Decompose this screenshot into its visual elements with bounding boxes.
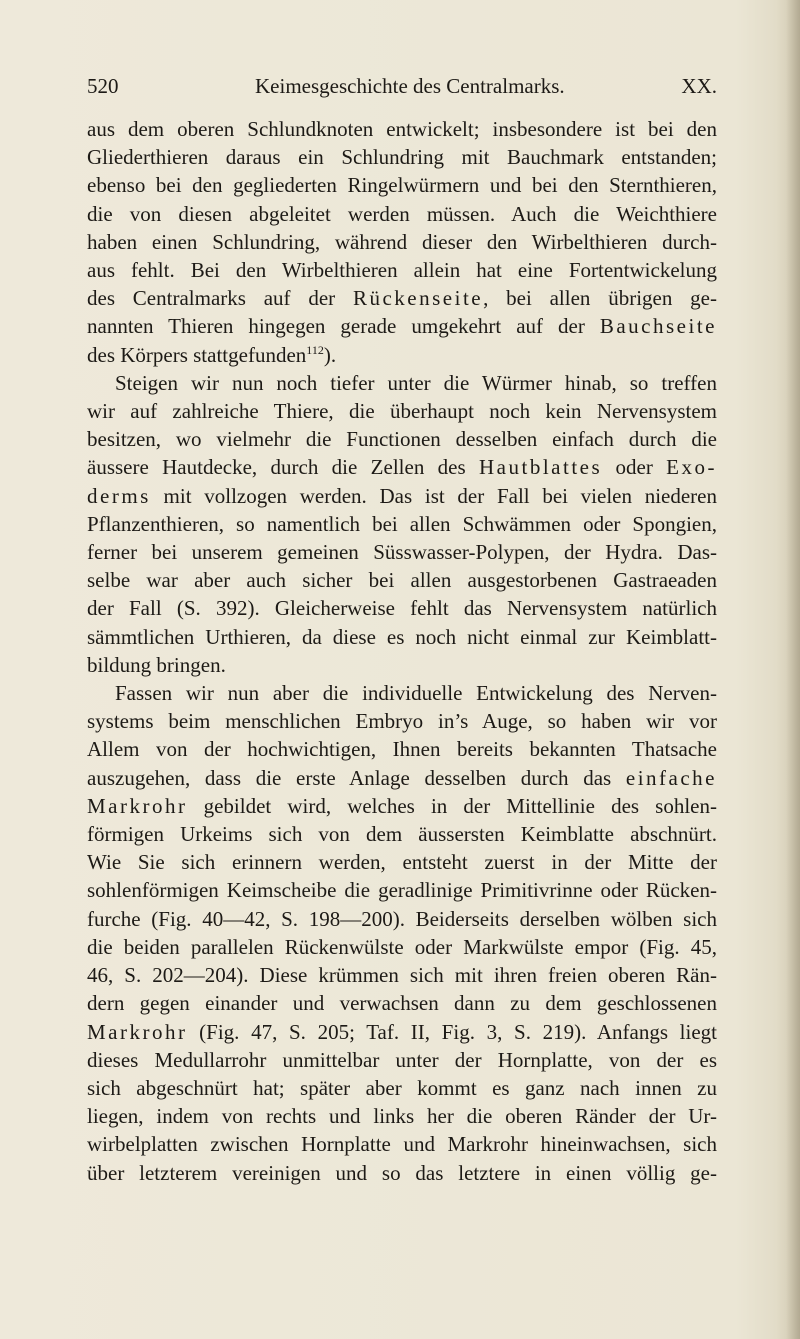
text-line: Pflanzenthieren, so namentlich bei allen Schwämmen oder Spongien,	[87, 511, 717, 536]
text-line: systems beim menschlichen Embryo in’s Auge, so haben wir vor	[87, 709, 717, 734]
text-line: wirbelplatten zwischen Hornplatte und Markrohr hineinwachsen, sich	[87, 1132, 717, 1157]
text-line	[87, 453, 717, 481]
text-run: äussere Hautdecke, durch die Zellen des	[87, 455, 480, 480]
text-run: nannten Thieren hingegen gerade umgekehrt auf der	[87, 314, 600, 339]
chapter-number: XX.	[681, 74, 717, 98]
text-line	[87, 792, 717, 820]
text-line: besitzen, wo vielmehr die Functionen desselben einfach durch die	[87, 427, 717, 452]
page-header	[87, 74, 717, 104]
body-text	[87, 115, 717, 1187]
text-line: Wie Sie sich erinnern werden, entsteht zuerst in der Mitte der	[87, 850, 717, 875]
text-run: gebildet wird, welches in der Mittellinie des sohlen-	[187, 793, 717, 818]
text-run: des Centralmarks auf der	[87, 286, 353, 311]
text-line: die beiden parallelen Rückenwülste oder Markwülste empor (Fig. 45,	[87, 934, 717, 959]
text-line: 46, S. 202—204). Diese krümmen sich mit ihren freien oberen Rän-	[87, 963, 717, 988]
text-line	[87, 341, 717, 369]
emphasis-text: einfache	[625, 765, 717, 790]
emphasis-text: Markrohr	[87, 1019, 188, 1044]
text-line: sich abgeschnürt hat; später aber kommt es ganz nach innen zu	[87, 1075, 717, 1100]
text-run: , bei allen übrigen ge-	[483, 286, 717, 311]
text-line	[87, 482, 717, 510]
text-line: haben einen Schlundring, während dieser den Wirbelthieren durch-	[87, 229, 717, 254]
page-number: 520	[87, 74, 119, 98]
emphasis-text: Bauchseite	[599, 314, 717, 339]
text-line	[87, 1018, 717, 1046]
text-line: wir auf zahlreiche Thiere, die überhaupt noch kein Nervensystem	[87, 399, 717, 424]
text-line: dieses Medullarrohr unmittelbar unter der Hornplatte, von der es	[87, 1047, 717, 1072]
text-line: aus fehlt. Bei den Wirbelthieren allein hat eine Fortentwickelung	[87, 258, 717, 283]
text-line: selbe war aber auch sicher bei allen ausgestorbenen Gastraeaden	[87, 568, 717, 593]
page-edge-shadow	[786, 0, 800, 1339]
running-title: Keimesgeschichte des Centralmarks.	[255, 74, 565, 98]
text-line: Gliederthieren daraus ein Schlundring mit Bauchmark entstanden;	[87, 145, 717, 170]
text-run: auszugehen, dass die erste Anlage desselben durch das	[87, 765, 626, 790]
emphasis-text: Rückenseite	[352, 286, 484, 311]
text-run: (Fig. 47, S. 205; Taf. II, Fig. 3, S. 219). Anfangs liegt	[187, 1019, 717, 1044]
text-run: oder	[602, 455, 667, 480]
text-run: ).	[323, 342, 337, 367]
emphasis-text: derms	[87, 483, 151, 508]
text-line	[87, 312, 717, 340]
text-run: mit vollzogen werden. Das ist der Fall bei vielen niederen	[150, 483, 717, 508]
text-line: ferner bei unserem gemeinen Süsswasser-Polypen, der Hydra. Das-	[87, 540, 717, 565]
footnote-reference: 112	[306, 342, 324, 357]
text-line: über letzterem vereinigen und so das letztere in einen völlig ge-	[87, 1160, 717, 1185]
text-line: ebenso bei den gegliederten Ringelwürmern und bei den Sternthieren,	[87, 173, 717, 198]
text-line: liegen, indem von rechts und links her die oberen Ränder der Ur-	[87, 1104, 717, 1129]
paragraph-start-line: Steigen wir nun noch tiefer unter die Würmer hinab, so treffen	[115, 370, 717, 395]
text-line: die von diesen abgeleitet werden müssen. Auch die Weichthiere	[87, 201, 717, 226]
text-line: sämmtlichen Urthieren, da diese es noch nicht einmal zur Keimblatt-	[87, 624, 717, 649]
text-line: aus dem oberen Schlundknoten entwickelt; insbesondere ist bei den	[87, 117, 717, 141]
emphasis-text: Hautblattes	[479, 455, 603, 480]
text-line: sohlenförmigen Keimscheibe die geradlinige Primitivrinne oder Rücken-	[87, 878, 717, 903]
text-line: dern gegen einander und verwachsen dann zu dem geschlossenen	[87, 991, 717, 1016]
text-line: der Fall (S. 392). Gleicherweise fehlt das Nervensystem natürlich	[87, 596, 717, 621]
text-line: förmigen Urkeims sich von dem äussersten Keimblatte abschnürt.	[87, 822, 717, 847]
text-run: des Körpers stattgefunden	[87, 342, 307, 367]
text-line	[87, 764, 717, 792]
text-line: bildung bringen.	[87, 652, 226, 677]
paragraph-start-line: Fassen wir nun aber die individuelle Entwickelung des Nerven-	[115, 681, 717, 706]
text-line: Allem von der hochwichtigen, Ihnen bereits bekannten Thatsache	[87, 737, 717, 762]
emphasis-text: Markrohr	[87, 793, 188, 818]
text-line: furche (Fig. 40—42, S. 198—200). Beiderseits derselben wölben sich	[87, 906, 717, 931]
emphasis-text: Exo-	[666, 455, 717, 480]
text-line	[87, 284, 717, 312]
